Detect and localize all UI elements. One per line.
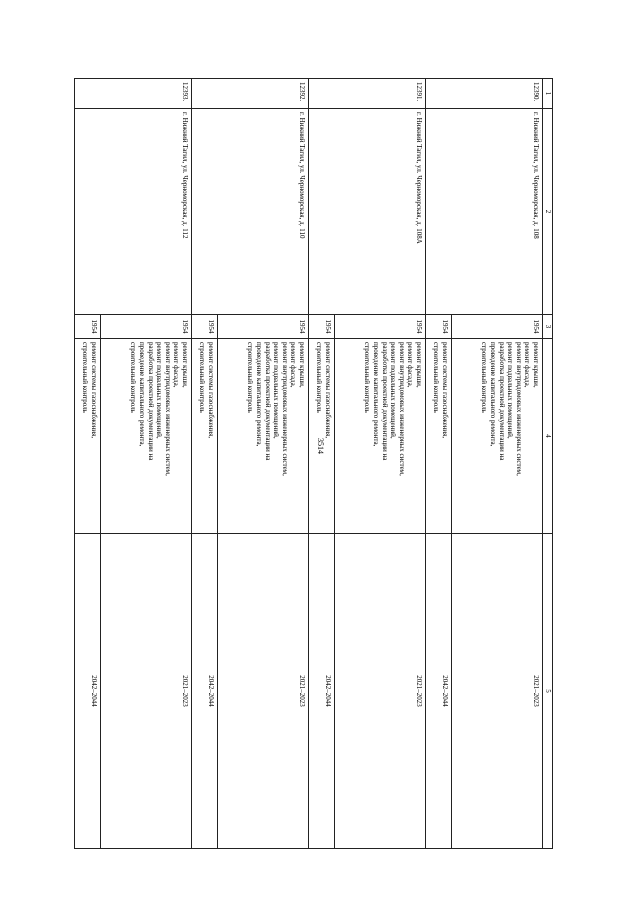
work-item: строительный контроль (480, 342, 489, 413)
address-cell: г. Нижний Тагил, ул. Черноморская, д. 110 (192, 109, 309, 315)
work-item: ремонт фасада, (289, 342, 298, 388)
work-item: строительный контроль (363, 342, 372, 413)
work-item: ремонт системы газоснабжения, (90, 342, 98, 439)
work-item: строительный контроль (246, 342, 255, 413)
work-item: строительный контроль (198, 342, 207, 413)
works-list (309, 339, 335, 534)
work-item: ремонт крыши, (298, 342, 306, 388)
work-item: ремонт подвальных помещений, (155, 342, 164, 439)
table-body (75, 79, 553, 849)
year-cell: 1954 (75, 315, 101, 339)
column-number: 5 (543, 534, 553, 849)
rotated-page-area (81, 78, 553, 848)
address-cell: г. Нижний Тагил, ул. Черноморская, д. 108А (309, 109, 426, 315)
year-cell: 1954 (309, 315, 335, 339)
rotated-table-wrapper (81, 78, 553, 848)
table-row (101, 79, 192, 849)
year-cell: 1954 (335, 315, 426, 339)
work-item: ремонт внутридомовых инженерных систем, (163, 342, 172, 476)
column-number: 3 (543, 315, 553, 339)
work-item: проведение капитального ремонта, (138, 342, 147, 447)
row-number: 12393. (75, 79, 192, 109)
work-item: строительный контроль (315, 342, 324, 413)
table-row (218, 79, 309, 849)
work-item: строительный контроль (81, 342, 90, 413)
period-cell: 2021–2023 (218, 534, 309, 849)
work-item: ремонт фасада, (406, 342, 415, 388)
work-item: разработка проектной документации на (263, 342, 272, 461)
repair-schedule-table (74, 78, 553, 849)
period-cell: 2021–2023 (452, 534, 543, 849)
work-item: ремонт фасада, (523, 342, 532, 388)
work-item: ремонт внутридомовых инженерных систем, (280, 342, 289, 476)
work-item: ремонт системы газоснабжения, (324, 342, 332, 439)
works-list (218, 339, 309, 534)
column-number: 4 (543, 339, 553, 534)
column-number: 1 (543, 79, 553, 109)
works-list (335, 339, 426, 534)
table-row (452, 79, 543, 849)
work-item: ремонт системы газоснабжения, (207, 342, 215, 439)
work-item: разработка проектной документации на (380, 342, 389, 461)
column-number: 2 (543, 109, 553, 315)
address-cell: г. Нижний Тагил, ул. Черноморская, д. 108 (426, 109, 543, 315)
work-item: ремонт внутридомовых инженерных систем, (397, 342, 406, 476)
period-cell: 2042–2044 (75, 534, 101, 849)
row-number: 12391. (309, 79, 426, 109)
work-item: ремонт фасада, (172, 342, 181, 388)
year-cell: 1954 (426, 315, 452, 339)
work-item: разработка проектной документации на (146, 342, 155, 461)
work-item: проведение капитального ремонта, (489, 342, 498, 447)
work-item: ремонт крыши, (532, 342, 540, 388)
year-cell: 1954 (192, 315, 218, 339)
page-number: 3514 (316, 438, 325, 454)
work-item: ремонт подвальных помещений, (389, 342, 398, 439)
work-item: ремонт внутридомовых инженерных систем, (514, 342, 523, 476)
work-item: проведение капитального ремонта, (255, 342, 264, 447)
column-number-row (543, 79, 553, 849)
work-item: ремонт системы газоснабжения, (441, 342, 449, 439)
period-cell: 2042–2044 (426, 534, 452, 849)
works-list (75, 339, 101, 534)
works-list (101, 339, 192, 534)
period-cell: 2021–2023 (101, 534, 192, 849)
work-item: разработка проектной документации на (497, 342, 506, 461)
work-item: ремонт крыши, (415, 342, 423, 388)
year-cell: 1954 (218, 315, 309, 339)
work-item: ремонт подвальных помещений, (272, 342, 281, 439)
work-item: ремонт подвальных помещений, (506, 342, 515, 439)
period-cell: 2042–2044 (309, 534, 335, 849)
works-list (192, 339, 218, 534)
period-cell: 2042–2044 (192, 534, 218, 849)
work-item: строительный контроль (432, 342, 441, 413)
work-item: ремонт крыши, (181, 342, 189, 388)
works-list (426, 339, 452, 534)
table-row (335, 79, 426, 849)
row-number: 12392. (192, 79, 309, 109)
works-list (452, 339, 543, 534)
work-item: проведение капитального ремонта, (372, 342, 381, 447)
row-number: 12390. (426, 79, 543, 109)
year-cell: 1954 (101, 315, 192, 339)
address-cell: г. Нижний Тагил, ул. Черноморская, д. 112 (75, 109, 192, 315)
year-cell: 1954 (452, 315, 543, 339)
period-cell: 2021–2023 (335, 534, 426, 849)
work-item: строительный контроль (129, 342, 138, 413)
